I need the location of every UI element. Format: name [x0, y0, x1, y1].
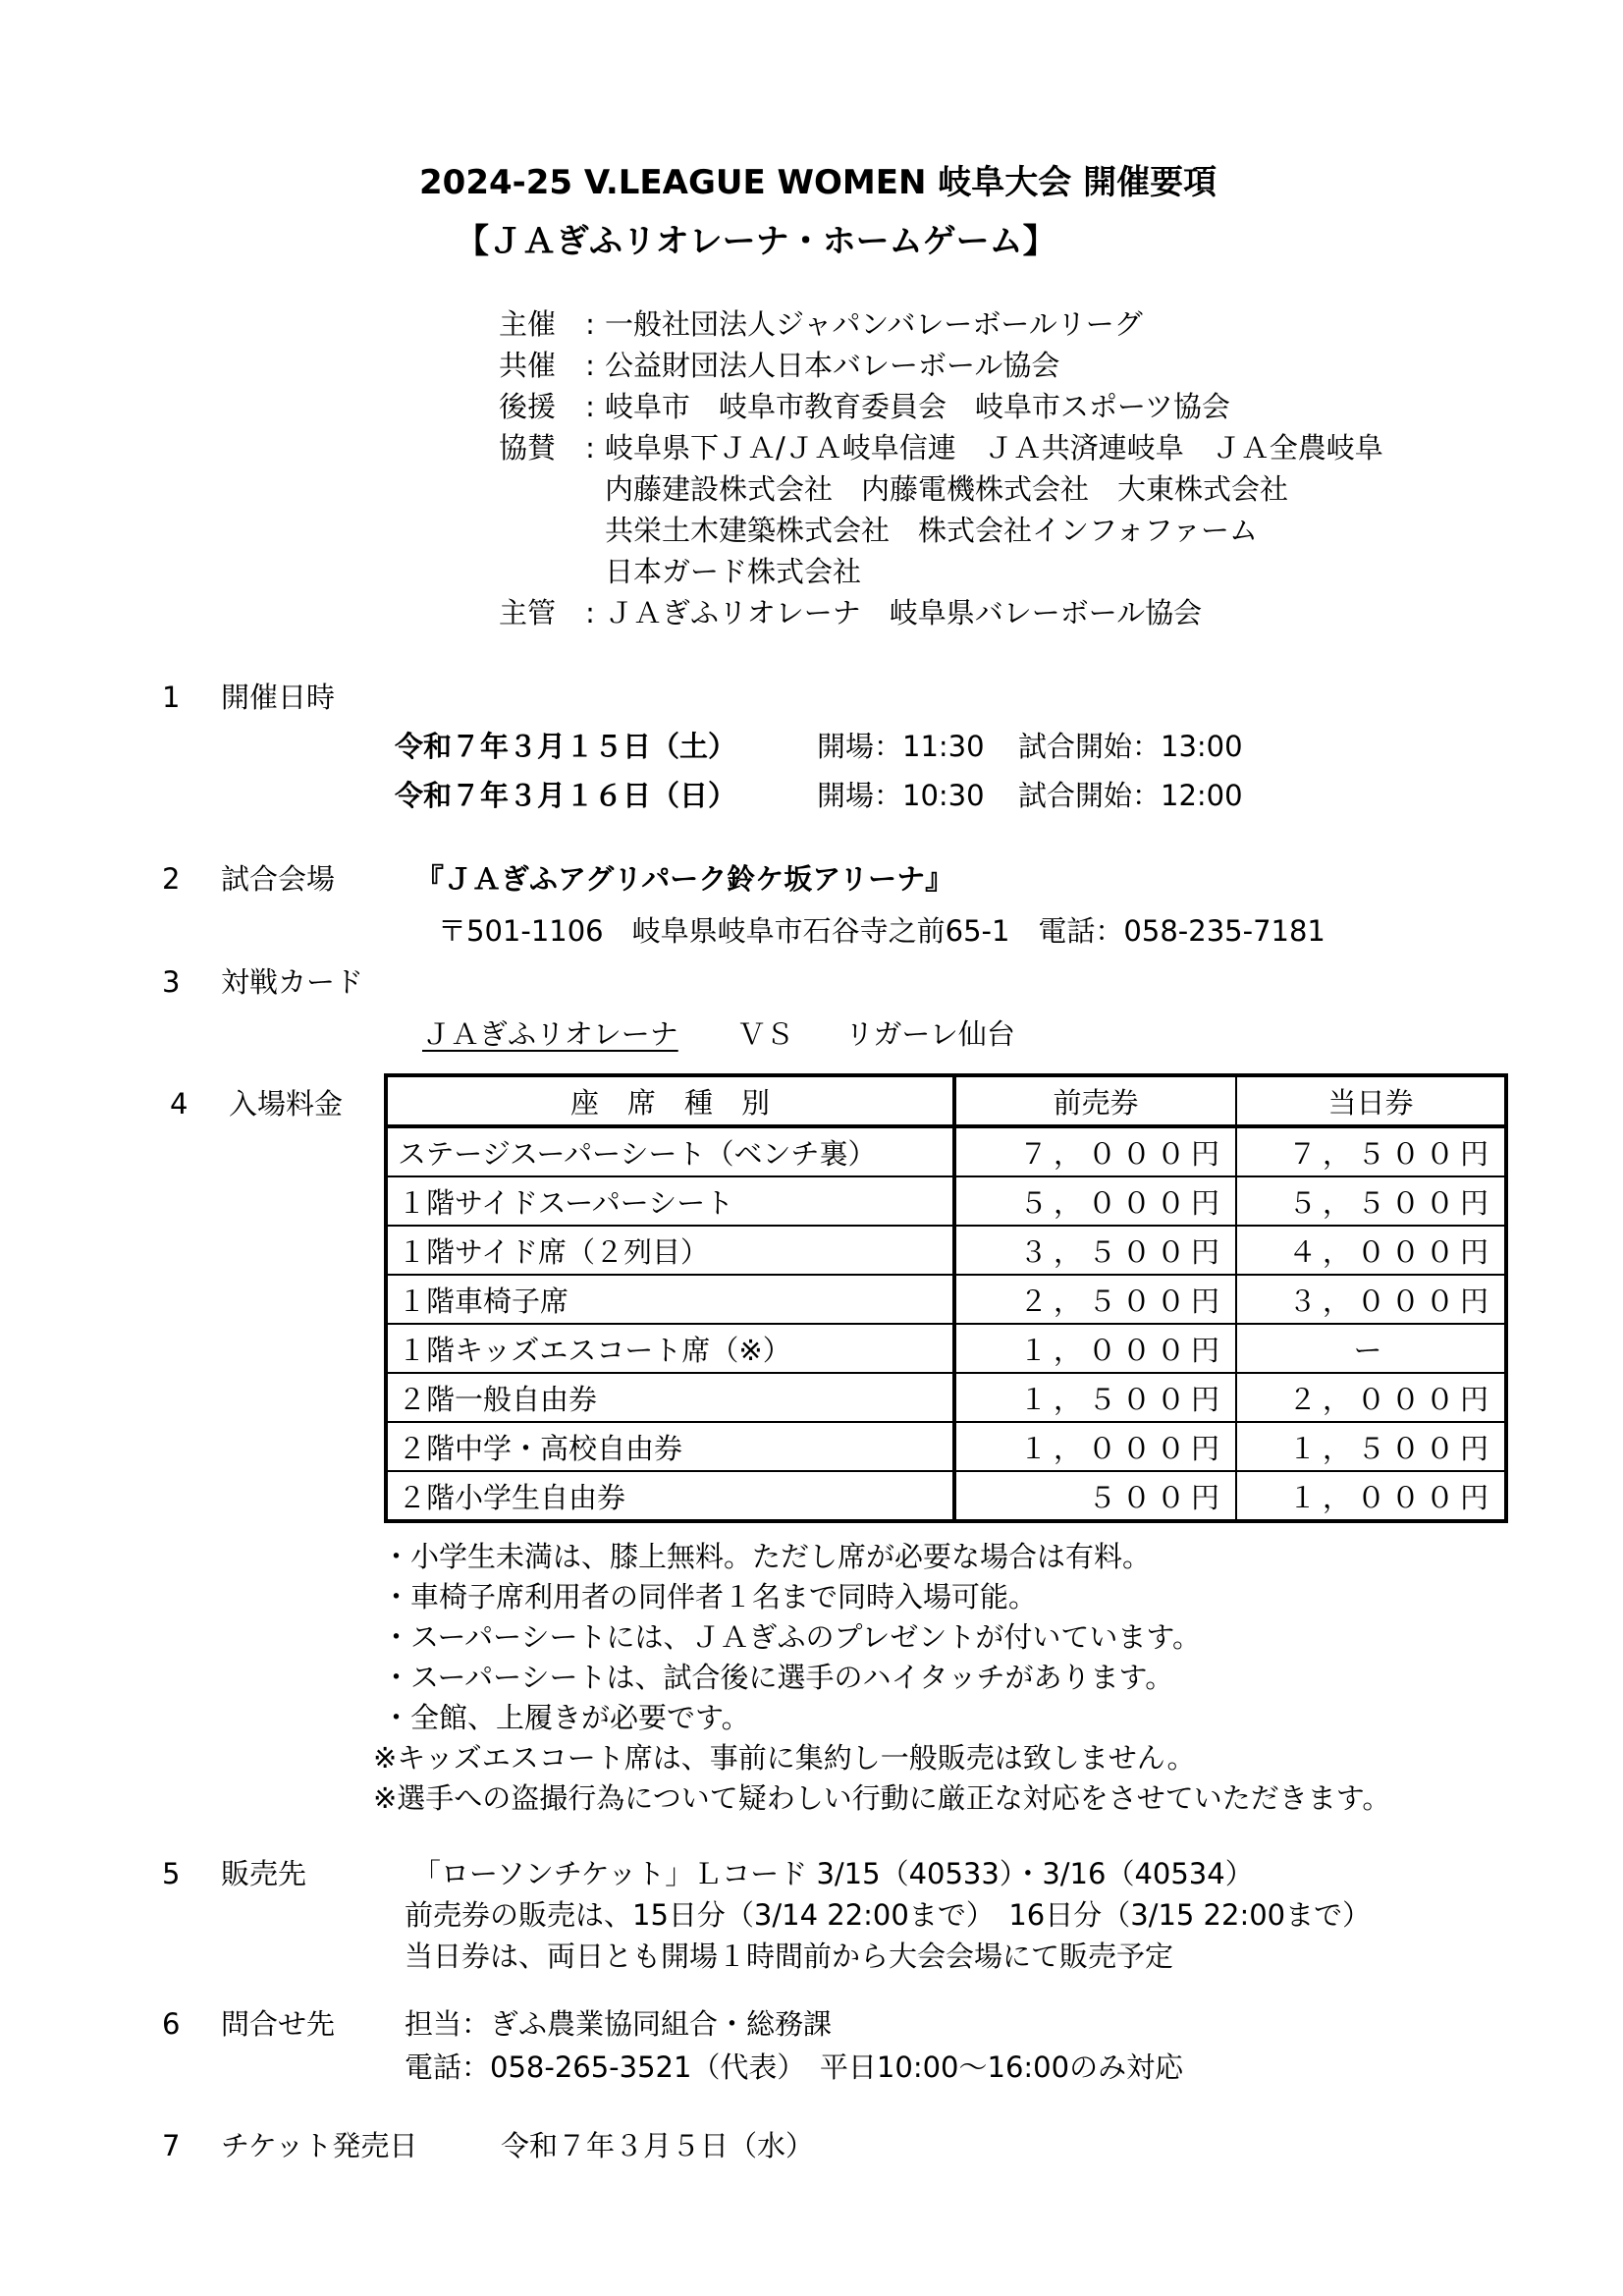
same-day-price: ー [1236, 1324, 1506, 1373]
section-5-heading: 5 販売先 [162, 1857, 307, 1890]
organizer-row: 共催 : 公益財団法人日本バレーボール協会 [499, 344, 1059, 384]
organizer-label: 共催 [499, 349, 557, 382]
organizer-value: ＪＡぎふリオレーナ 岐阜県バレーボール協会 [605, 596, 1203, 629]
section-4-title: 入場料金 [229, 1087, 344, 1121]
advance-price: １，０００円 [954, 1324, 1236, 1373]
fee-note: ・スーパーシートには、ＪＡぎふのプレゼントが付いています。 [382, 1620, 1202, 1654]
fee-note: ・スーパーシートは、試合後に選手のハイタッチがあります。 [382, 1661, 1174, 1694]
advance-price: ７，０００円 [954, 1126, 1236, 1176]
contact-line: 担当：ぎふ農業協同組合・総務課 [405, 2007, 833, 2041]
fee-note: ※キッズエスコート席は、事前に集約し一般販売は致しません。 [373, 1741, 1196, 1775]
organizer-value: 岐阜市 岐阜市教育委員会 岐阜市スポーツ協会 [605, 390, 1230, 423]
home-team: ＪＡぎふリオレーナ [422, 1017, 678, 1051]
seat-type: ２階小学生自由券 [386, 1471, 954, 1521]
organizer-value: 日本ガード株式会社 [605, 555, 862, 588]
doors-open-time: 開場：10:30 [817, 779, 985, 812]
table-row [386, 1471, 1506, 1521]
organizer-value: 岐阜県下ＪＡ/ＪＡ岐阜信連 ＪＡ共済連岐阜 ＪＡ全農岐阜 [605, 431, 1383, 465]
seat-type: １階車椅子席 [386, 1275, 954, 1324]
event-date: 令和７年３月１６日（日） [395, 779, 737, 812]
seat-type: １階キッズエスコート席（※） [386, 1324, 954, 1373]
section-7-title: チケット発売日 [221, 2129, 418, 2162]
admission-fee-table [384, 1073, 1508, 1523]
table-row [386, 1126, 1506, 1176]
advance-price: ５００円 [954, 1471, 1236, 1521]
seat-type: １階サイドスーパーシート [386, 1176, 954, 1226]
organizer-label: 主催 [499, 307, 557, 341]
section-2-heading: 2 試合会場 [162, 862, 336, 896]
page-subtitle: 【ＪＡぎふリオレーナ・ホームゲーム】 [456, 222, 1056, 261]
event-date-row [395, 775, 1243, 816]
match-start-time: 試合開始：12:00 [1018, 779, 1243, 812]
section-6-heading: 6 問合せ先 [162, 2007, 336, 2041]
organizer-row: 後援 : 岐阜市 岐阜市教育委員会 岐阜市スポーツ協会 [499, 385, 1230, 425]
table-row [386, 1176, 1506, 1226]
fee-note: ・小学生未満は、膝上無料。ただし席が必要な場合は有料。 [382, 1540, 1152, 1573]
fee-note: ・全館、上履きが必要です。 [382, 1701, 750, 1734]
organizer-row [499, 550, 861, 590]
same-day-price: ５，５００円 [1236, 1176, 1506, 1226]
same-day-price: ３，０００円 [1236, 1275, 1506, 1324]
organizer-value: 共栄土木建築株式会社 株式会社インフォファーム [605, 514, 1258, 547]
doors-open-time: 開場：11:30 [817, 730, 985, 763]
advance-price: ２，５００円 [954, 1275, 1236, 1324]
seat-type: ２階中学・高校自由券 [386, 1422, 954, 1471]
column-header-seat-type: 座 席 種 別 [386, 1075, 954, 1126]
table-row [386, 1275, 1506, 1324]
section-3-title: 対戦カード [221, 965, 364, 999]
seat-type: ステージスーパーシート（ベンチ裏） [386, 1126, 954, 1176]
organizer-row [499, 467, 1288, 508]
versus-label: ＶＳ [736, 1017, 794, 1051]
advance-price: ３，５００円 [954, 1226, 1236, 1275]
advance-price: １，５００円 [954, 1373, 1236, 1422]
section-7-heading: 7 チケット発売日 [162, 2129, 418, 2162]
page-title: 2024-25 V.LEAGUE WOMEN 岐阜大会 開催要項 [419, 163, 1217, 202]
ticket-release-date: 令和７年３月５日（水） [501, 2129, 815, 2162]
venue-address: 〒501-1106 岐阜県岐阜市石谷寺之前65-1 電話：058-235-7181 [438, 914, 1325, 948]
section-2-title: 試合会場 [221, 862, 336, 896]
column-header-advance: 前売券 [954, 1075, 1236, 1126]
event-date: 令和７年３月１５日（土） [395, 730, 737, 763]
section-3-heading: 3 対戦カード [162, 965, 364, 999]
event-date-row [395, 726, 1243, 767]
sales-line: 前売券の販売は、15日分（3/14 22:00まで） 16日分（3/15 22:00まで） [405, 1898, 1372, 1932]
section-1-title: 開催日時 [221, 681, 336, 714]
fee-note: ※選手への盗撮行為について疑わしい行動に厳正な対応をさせていただきます。 [373, 1781, 1391, 1815]
fee-note: ・車椅子席利用者の同伴者１名まで同時入場可能。 [382, 1580, 1038, 1613]
section-1-heading: 1 開催日時 [162, 681, 336, 714]
table-header-row [386, 1075, 1506, 1126]
table-row [386, 1324, 1506, 1373]
same-day-price: ４，０００円 [1236, 1226, 1506, 1275]
organizer-row: 協賛 : 岐阜県下ＪＡ/ＪＡ岐阜信連 ＪＡ共済連岐阜 ＪＡ全農岐阜 [499, 426, 1383, 466]
advance-price: １，０００円 [954, 1422, 1236, 1471]
section-4-heading: 4 入場料金 [170, 1087, 344, 1121]
organizer-value: 公益財団法人日本バレーボール協会 [605, 349, 1060, 382]
table-row [386, 1226, 1506, 1275]
organizer-row [499, 509, 1258, 549]
organizer-row: 主催 : 一般社団法人ジャパンバレーボールリーグ [499, 302, 1143, 343]
same-day-price: ２，０００円 [1236, 1373, 1506, 1422]
advance-price: ５，０００円 [954, 1176, 1236, 1226]
match-card [422, 1013, 1015, 1055]
same-day-price: １，５００円 [1236, 1422, 1506, 1471]
column-header-same-day: 当日券 [1236, 1075, 1506, 1126]
organizer-value: 内藤建設株式会社 内藤電機株式会社 大東株式会社 [605, 472, 1289, 506]
contact-line: 電話：058-265-3521（代表） 平日10:00～16:00のみ対応 [405, 2050, 1184, 2084]
organizer-label: 主管 [499, 596, 557, 629]
same-day-price: １，０００円 [1236, 1471, 1506, 1521]
sales-line: 「ローソンチケット」Ｌコード 3/15（40533）・3/16（40534） [412, 1857, 1254, 1890]
seat-type: １階サイド席（２列目） [386, 1226, 954, 1275]
organizer-row: 主管 : ＪＡぎふリオレーナ 岐阜県バレーボール協会 [499, 591, 1202, 631]
section-6-title: 問合せ先 [221, 2007, 336, 2041]
table-row [386, 1422, 1506, 1471]
match-start-time: 試合開始：13:00 [1018, 730, 1243, 763]
table-row [386, 1373, 1506, 1422]
away-team: リガーレ仙台 [844, 1017, 1015, 1051]
venue-name: 『ＪＡぎふアグリパーク鈴ケ坂アリーナ』 [415, 862, 954, 896]
seat-type: ２階一般自由券 [386, 1373, 954, 1422]
organizer-value: 一般社団法人ジャパンバレーボールリーグ [605, 307, 1143, 341]
organizer-label: 後援 [499, 390, 557, 423]
organizer-label: 協賛 [499, 431, 557, 465]
same-day-price: ７，５００円 [1236, 1126, 1506, 1176]
sales-line: 当日券は、両日とも開場１時間前から大会会場にて販売予定 [405, 1940, 1174, 1973]
section-5-title: 販売先 [221, 1857, 307, 1890]
